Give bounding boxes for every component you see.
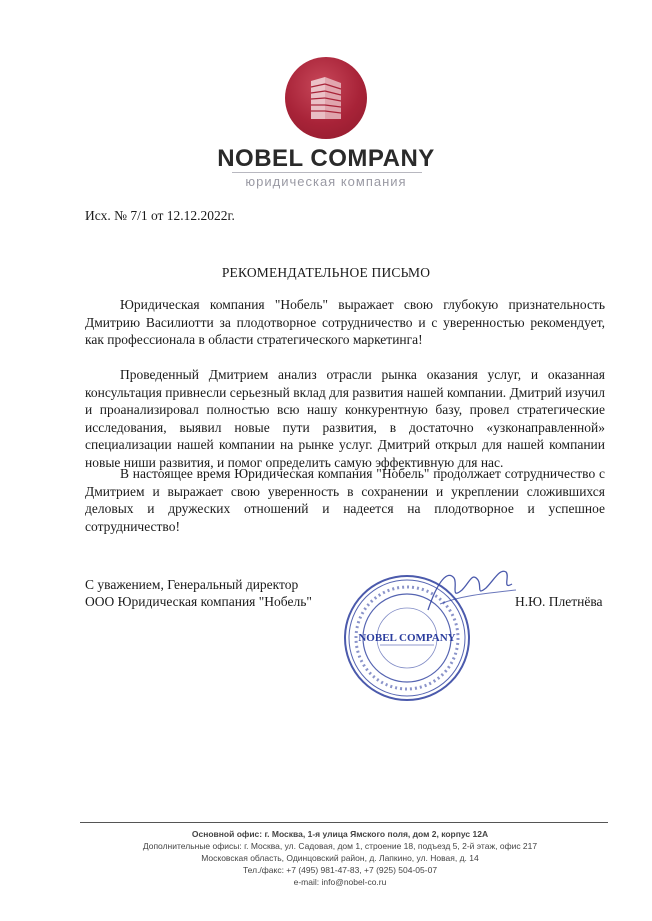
paragraph: Проведенный Дмитрием анализ отрасли рынка оказания услуг, и оказанная консультация привнесли серьезный вклад для развития нашей компании. Дмитрий изучил и проанализировал полностью всю нашу конкурентную базу, провел стратегические исследования, выявил новые пути развития, в достаточно «узконаправленной» специализации нашей компании на рынке услуг. Дмитрий открыл для нашей компании новые ниши развития, и помог определить самую эффективную для нас. xyxy=(85,367,605,470)
closing-block xyxy=(85,576,312,610)
paragraph: Юридическая компания "Нобель" выражает свою глубокую признательность Дмитрию Василиотти за плодотворное сотрудничество и с уверенностью рекомендует, как профессионала в области стратегического маркетинга! xyxy=(85,297,605,347)
paragraph: В настоящее время Юридическая компания "Нобель" продолжает сотрудничество с Дмитрием и выражает свою уверенность в сохранении и укреплении сложившихся деловых и дружеских отношений и надеется на плодотворное и успешное сотрудничество! xyxy=(85,466,605,534)
closing-line: С уважением, Генеральный директор xyxy=(85,577,299,592)
handwritten-signature xyxy=(420,560,520,620)
brand-name: NOBEL COMPANY xyxy=(217,145,435,172)
footer xyxy=(60,828,620,888)
footer-line: Московская область, Одинцовский район, д. Лапкино, ул. Новая, д. 14 xyxy=(201,853,479,863)
company-logo xyxy=(285,57,367,139)
brand-divider xyxy=(232,172,422,173)
footer-divider xyxy=(80,822,608,823)
signer-name: Н.Ю. Плетнёва xyxy=(515,594,603,609)
reference-number: Исх. № 7/1 от 12.12.2022г. xyxy=(85,208,235,223)
stamp-center-text: NOBEL COMPANY xyxy=(358,632,456,644)
letter-title: РЕКОМЕНДАТЕЛЬНОЕ ПИСЬМО xyxy=(221,265,431,280)
brand-subtitle: юридическая компания xyxy=(245,174,407,189)
footer-line: Тел./факс: +7 (495) 981-47-83, +7 (925) 504-05-07 xyxy=(242,865,438,875)
footer-line: Дополнительные офисы: г. Москва, ул. Садовая, дом 1, строение 18, подъезд 5, 2-й этаж, офис 217 xyxy=(142,841,538,851)
footer-line: Основной офис: г. Москва, 1-я улица Ямского поля, дом 2, корпус 12А xyxy=(191,829,489,839)
closing-line: ООО Юридическая компания "Нобель" xyxy=(85,594,312,609)
building-icon xyxy=(285,57,367,139)
footer-line: e-mail: info@nobel-co.ru xyxy=(293,877,387,887)
